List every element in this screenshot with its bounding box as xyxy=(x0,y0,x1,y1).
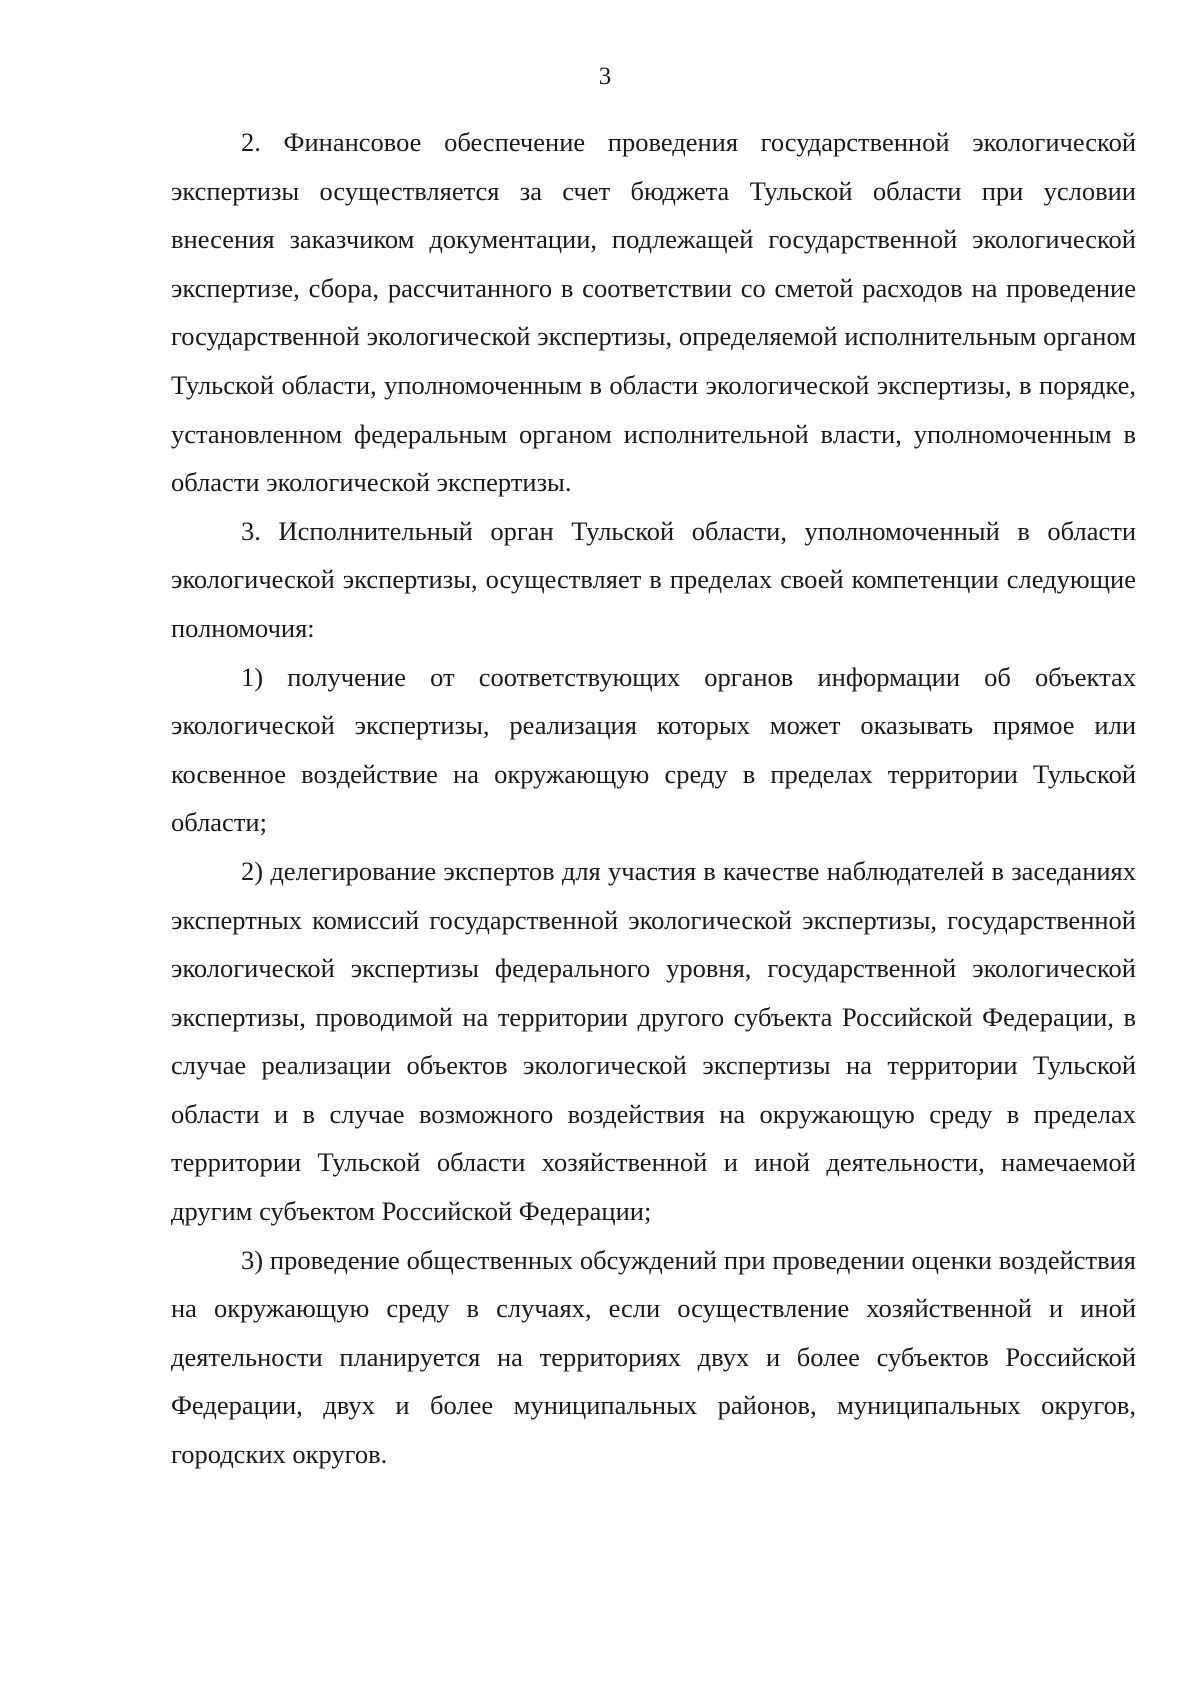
paragraph-subitem-2-delegation: 2) делегирование экспертов для участия в качестве наблюдателей в заседаниях экспертных комиссий государственной экологической экспертизы, государственной экологической экспертизы федерального уровня, государственной экологической экспертизы, проводимой на территории другого субъекта Российской Федерации, в случае реализации объектов экологической экспертизы на территории Тульской области и в случае возможного воздействия на окружающую среду в пределах территории Тульской области хозяйственной и иной деятельности, намечаемой другим субъектом Российской Федерации; xyxy=(171,855,1136,1227)
paragraph-subitem-1-information: 1) получение от соответствующих органов информации об объектах экологической экспертизы, реализация которых может оказывать прямое или косвенное воздействие на окружающую среду в пределах территории Тульской области; xyxy=(171,661,1136,838)
page-number: 3 xyxy=(598,63,612,90)
document-body xyxy=(171,118,1136,1479)
paragraph-item-3-powers: 3. Исполнительный орган Тульской области, уполномоченный в области экологической экспертизы, осуществляет в пределах своей компетенции следующие полномочия: xyxy=(171,515,1136,643)
paragraph-item-2-financing: 2. Финансовое обеспечение проведения государственной экологической экспертизы осуществляется за счет бюджета Тульской области при условии внесения заказчиком документации, подлежащей государственной экологической экспертизе, сбора, рассчитанного в соответствии со сметой расходов на проведение государственной экологической экспертизы, определяемой исполнительным органом Тульской области, уполномоченным в области экологической экспертизы, в порядке, установленном федеральным органом исполнительной власти, уполномоченным в области экологической экспертизы. xyxy=(171,127,1136,498)
paragraph-subitem-3-public-discussions: 3) проведение общественных обсуждений при проведении оценки воздействия на окружающую среду в случаях, если осуществление хозяйственной и иной деятельности планируется на территориях двух и более субъектов Российской Федерации, двух и более муниципальных районов, муниципальных округов, городских округов. xyxy=(171,1244,1136,1470)
